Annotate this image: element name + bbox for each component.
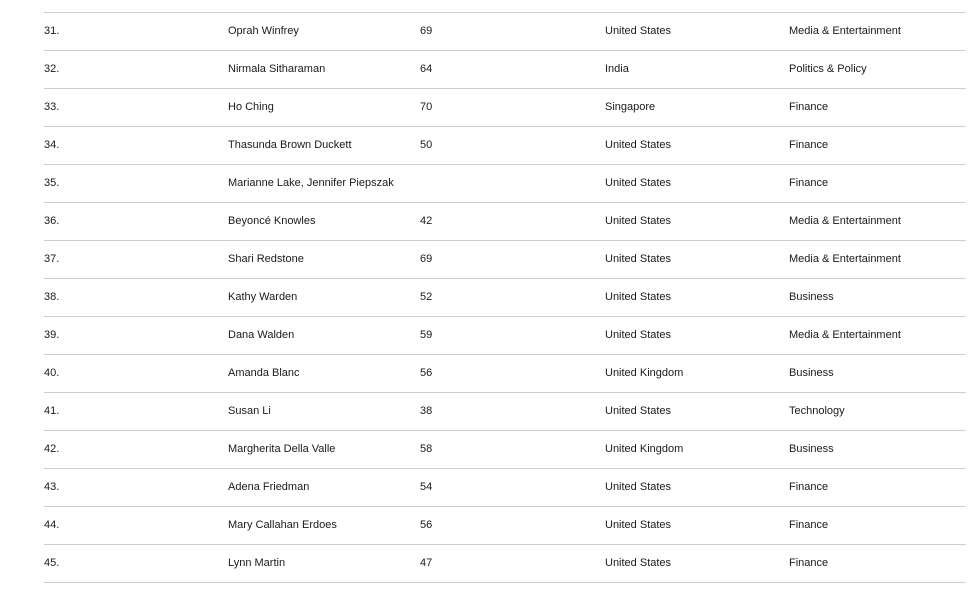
table-row — [44, 13, 966, 51]
country-cell: India — [605, 63, 629, 75]
rank-cell: 34. — [44, 139, 60, 151]
table-row — [44, 507, 966, 545]
age-cell: 69 — [420, 25, 433, 37]
name-cell: Mary Callahan Erdoes — [228, 519, 337, 531]
category-cell: Finance — [789, 519, 829, 531]
rank-cell: 35. — [44, 177, 60, 189]
category-cell: Media & Entertainment — [789, 329, 901, 341]
name-cell: Nirmala Sitharaman — [228, 63, 326, 75]
rank-cell: 36. — [44, 215, 60, 227]
name-cell: Shari Redstone — [228, 253, 304, 265]
country-cell: United States — [605, 519, 672, 531]
rank-cell: 39. — [44, 329, 60, 341]
country-cell: United Kingdom — [605, 443, 684, 455]
table-row — [44, 393, 966, 431]
category-cell: Business — [789, 367, 834, 379]
name-cell: Oprah Winfrey — [228, 25, 299, 37]
rank-cell: 43. — [44, 481, 60, 493]
name-cell: Kathy Warden — [228, 291, 298, 303]
table-row — [44, 203, 966, 241]
rank-cell: 31. — [44, 25, 60, 37]
age-cell: 50 — [420, 139, 433, 151]
age-cell: 64 — [420, 63, 433, 75]
country-cell: United States — [605, 253, 672, 265]
name-cell: Dana Walden — [228, 329, 295, 341]
country-cell: United States — [605, 139, 672, 151]
category-cell: Finance — [789, 481, 829, 493]
table-row — [44, 317, 966, 355]
country-cell: United States — [605, 291, 672, 303]
name-cell: Ho Ching — [228, 101, 274, 113]
category-cell: Finance — [789, 101, 829, 113]
table-row — [44, 51, 966, 89]
age-cell: 70 — [420, 101, 433, 113]
country-cell: United Kingdom — [605, 367, 684, 379]
country-cell: United States — [605, 405, 672, 417]
name-cell: Amanda Blanc — [228, 367, 300, 379]
rank-cell: 40. — [44, 367, 60, 379]
age-cell: 59 — [420, 329, 433, 341]
country-cell: United States — [605, 481, 672, 493]
table-row — [44, 89, 966, 127]
country-cell: Singapore — [605, 101, 656, 113]
country-cell: United States — [605, 215, 672, 227]
age-cell: 69 — [420, 253, 433, 265]
age-cell: 54 — [420, 481, 433, 493]
category-cell: Finance — [789, 139, 829, 151]
rankings-table — [44, 12, 966, 583]
table-row — [44, 431, 966, 469]
rank-cell: 45. — [44, 557, 60, 569]
name-cell: Margherita Della Valle — [228, 443, 336, 455]
category-cell: Media & Entertainment — [789, 215, 901, 227]
age-cell: 42 — [420, 215, 433, 227]
country-cell: United States — [605, 177, 672, 189]
table-row — [44, 241, 966, 279]
category-cell: Media & Entertainment — [789, 253, 901, 265]
category-cell: Finance — [789, 177, 829, 189]
name-cell: Adena Friedman — [228, 481, 310, 493]
category-cell: Media & Entertainment — [789, 25, 901, 37]
rank-cell: 38. — [44, 291, 60, 303]
rank-cell: 41. — [44, 405, 60, 417]
country-cell: United States — [605, 329, 672, 341]
country-cell: United States — [605, 557, 672, 569]
table-row — [44, 355, 966, 393]
age-cell: 58 — [420, 443, 433, 455]
table-row — [44, 279, 966, 317]
name-cell: Susan Li — [228, 405, 271, 417]
rank-cell: 33. — [44, 101, 60, 113]
table-row — [44, 165, 966, 203]
table-row — [44, 469, 966, 507]
age-cell: 56 — [420, 519, 433, 531]
rank-cell: 44. — [44, 519, 60, 531]
age-cell: 38 — [420, 405, 433, 417]
age-cell: 52 — [420, 291, 433, 303]
age-cell: 56 — [420, 367, 433, 379]
table-row — [44, 545, 966, 583]
category-cell: Technology — [789, 405, 845, 417]
rank-cell: 42. — [44, 443, 60, 455]
age-cell — [420, 165, 480, 202]
country-cell: United States — [605, 25, 672, 37]
table-row — [44, 127, 966, 165]
name-cell: Lynn Martin — [228, 557, 286, 569]
name-cell: Thasunda Brown Duckett — [228, 139, 352, 151]
name-cell: Beyoncé Knowles — [228, 215, 316, 227]
rank-cell: 37. — [44, 253, 60, 265]
rank-cell: 32. — [44, 63, 60, 75]
name-cell: Marianne Lake, Jennifer Piepszak — [228, 177, 394, 189]
category-cell: Finance — [789, 557, 829, 569]
category-cell: Business — [789, 443, 834, 455]
category-cell: Politics & Policy — [789, 63, 867, 75]
category-cell: Business — [789, 291, 834, 303]
age-cell: 47 — [420, 557, 433, 569]
